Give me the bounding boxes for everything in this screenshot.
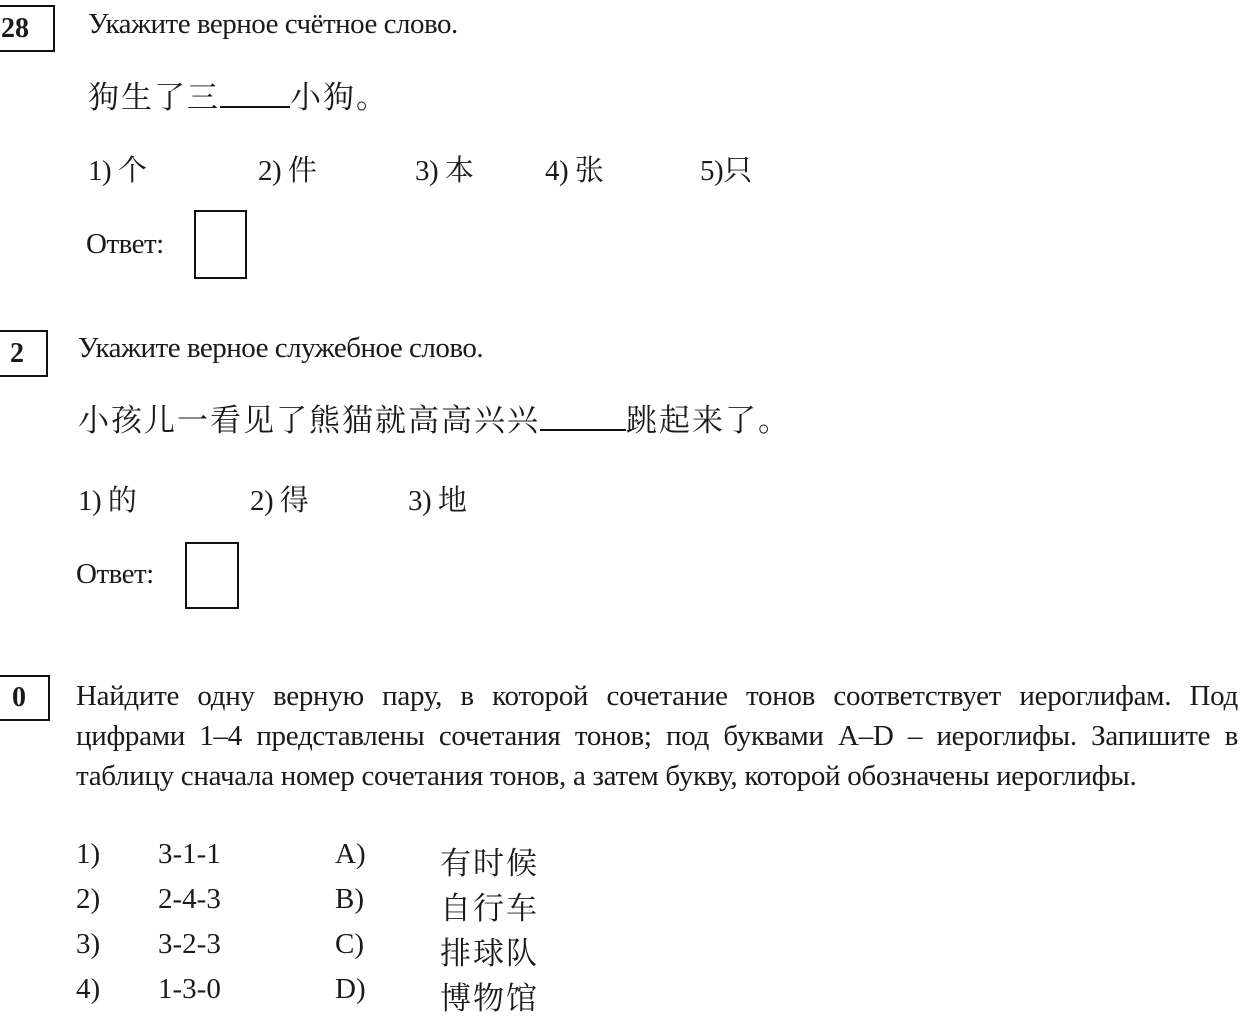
question-instruction: Укажите верное служебное слово.: [78, 332, 484, 364]
blank-line: [540, 429, 626, 431]
tone-combination: 1-3-0: [158, 973, 221, 1005]
answer-box[interactable]: [194, 210, 247, 279]
table-row: [0, 838, 700, 882]
table-row: [0, 973, 700, 1017]
row-letter: D): [335, 973, 366, 1005]
row-letter: C): [335, 928, 364, 960]
table-row: [0, 928, 700, 972]
row-number: 1): [76, 838, 101, 870]
tone-combination: 3-2-3: [158, 928, 221, 960]
option: 3) 地: [408, 485, 467, 517]
hieroglyphs: 自行车: [440, 891, 539, 927]
option: 1) 的: [78, 485, 137, 517]
question-number: 28: [1, 12, 29, 44]
option: 4) 张: [545, 155, 604, 187]
row-number: 4): [76, 973, 101, 1005]
row-number: 3): [76, 928, 101, 960]
tone-combination: 2-4-3: [158, 883, 221, 915]
table-row: [0, 883, 700, 927]
hieroglyphs: 有时候: [440, 846, 539, 882]
sentence-part: 跳起来了。: [626, 403, 791, 439]
sentence-part: 小孩儿一看见了熊猫就高高兴兴: [78, 403, 540, 439]
row-letter: A): [335, 838, 366, 870]
tone-combination: 3-1-1: [158, 838, 221, 870]
sentence-part: 小狗。: [290, 80, 389, 116]
question-instruction: Найдите одну верную пару, в которой сочетание тонов соответствует иероглифам. Под цифрами 1–4 представлены сочетания тонов; под буквами A–D – иероглифы. Запишите в таблицу сначала номер сочетания тонов, а затем букву, которой обозначены иероглифы.: [76, 680, 1238, 792]
option: 2) 件: [258, 155, 317, 187]
row-number: 2): [76, 883, 101, 915]
answer-box[interactable]: [185, 542, 239, 609]
option: 5)只: [700, 155, 752, 187]
sentence-part: 狗生了三: [88, 80, 220, 116]
question-number-box: [0, 5, 55, 52]
option: 3) 本: [415, 155, 474, 187]
hieroglyphs: 排球队: [440, 936, 539, 972]
question-number-box: [0, 330, 48, 377]
answer-label: Ответ:: [76, 558, 154, 590]
option: 2) 得: [250, 485, 309, 517]
answer-label: Ответ:: [86, 228, 164, 260]
hieroglyphs: 博物馆: [440, 981, 539, 1017]
blank-line: [220, 106, 290, 108]
question-sentence: [88, 72, 389, 117]
question-number-box: [0, 675, 50, 721]
question-sentence: [78, 395, 791, 440]
option: 1) 个: [88, 155, 147, 187]
question-number: 0: [12, 682, 26, 713]
row-letter: B): [335, 883, 364, 915]
question-instruction: Укажите верное счётное слово.: [88, 8, 458, 40]
question-number: 2: [10, 337, 24, 369]
